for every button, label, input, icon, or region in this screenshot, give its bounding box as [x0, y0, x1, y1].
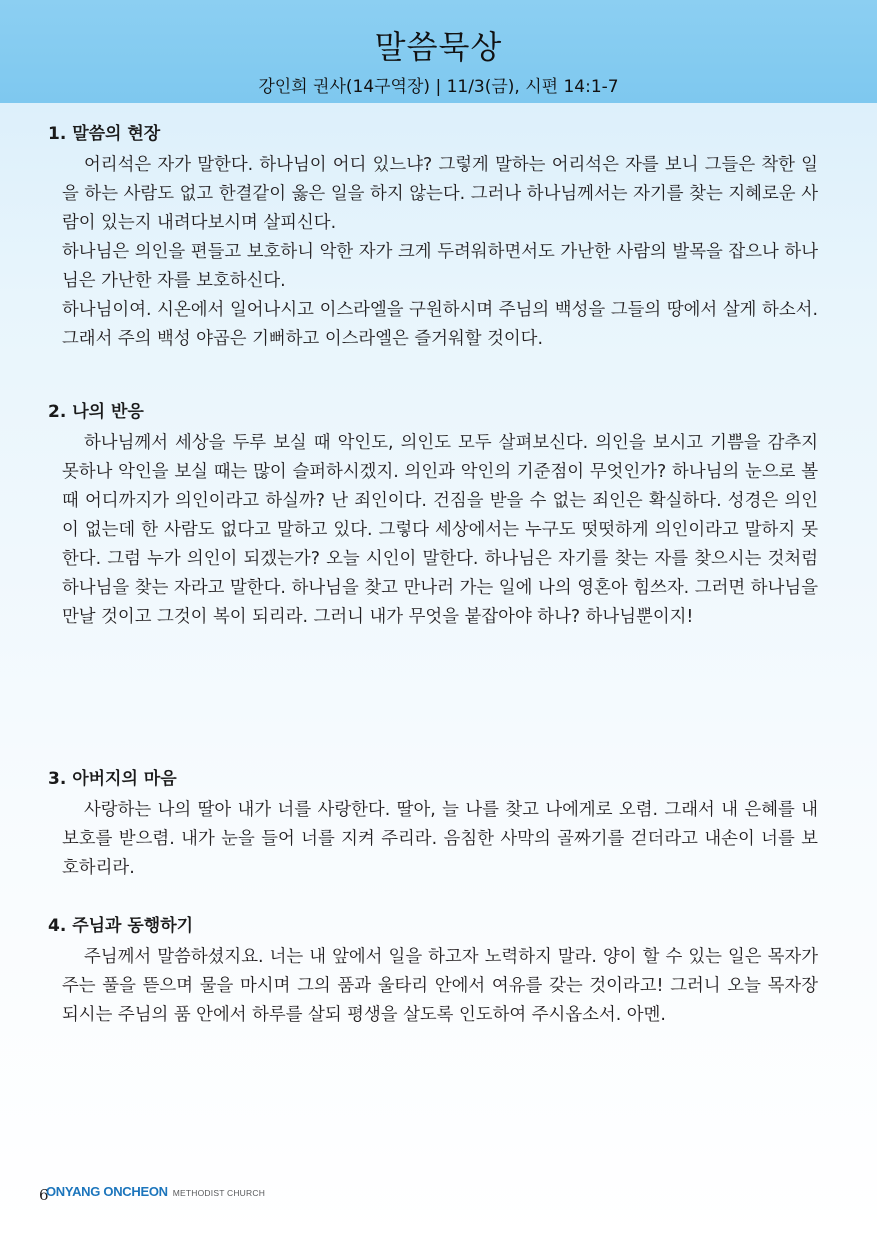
section-walking-with-lord — [48, 913, 818, 1030]
paragraph: 하나님이여. 시온에서 일어나시고 이스라엘을 구원하시며 주님의 백성을 그들의 땅에서 살게 하소서. 그래서 주의 백성 야곱은 기뻐하고 이스라엘은 즐거워할 것이다. — [62, 300, 818, 349]
section-body — [48, 151, 818, 354]
paragraph: 주님께서 말씀하셨지요. 너는 내 앞에서 일을 하고자 노력하지 말라. 양이 할 수 있는 일은 목자가 주는 풀을 뜯으며 물을 마시며 그의 품과 울타리 안에서 여유를 갖는 것이라고! 그러니 오늘 목자장 되시는 주님의 품 안에서 하루를 살되 평생을 살도록 인도하여 주시옵소서. 아멘. — [62, 947, 818, 1025]
section-heading: 1. 말씀의 현장 — [48, 124, 161, 144]
page-subtitle: 강인희 권사(14구역장) | 11/3(금), 시편 14:1-7 — [258, 77, 619, 97]
section-fathers-heart — [48, 766, 818, 883]
section-heading: 2. 나의 반응 — [48, 402, 144, 422]
paragraph: 사랑하는 나의 딸아 내가 너를 사랑한다. 딸아, 늘 나를 찾고 나에게로 오렴. 그래서 내 은혜를 내 보호를 받으렴. 내가 눈을 들어 너를 지켜 주리라. 음침한 사막의 골짜기를 걷더라고 내손이 너를 보호하리라. — [62, 800, 818, 878]
church-logo — [46, 1183, 265, 1197]
section-word-scene — [48, 121, 818, 354]
section-body — [48, 429, 818, 632]
paragraph: 하나님께서 세상을 두루 보실 때 악인도, 의인도 모두 살펴보신다. 의인을 보시고 기쁨을 감추지 못하나 악인을 보실 때는 많이 슬퍼하시겠지. 의인과 악인의 기준점이 무엇인가? 하나님의 눈으로 볼 때 어디까지가 의인이라고 하실까? 난 죄인이다. 건짐을 받을 수 없는 죄인은 확실하다. 성경은 의인이 없는데 한 사람도 없다고 말하고 있다. 그렇다 세상에서는 누구도 떳떳하게 의인이라고 말하지 못한다. 그럼 누가 의인이 되겠는가? 오늘 시인이 말한다. 하나님은 자기를 찾는 자를 찾으시는 것처럼 하나님을 찾는 자라고 말한다. 하나님을 찾고 만나러 가는 일에 나의 영혼아 힘쓰자. 그러면 하나님을 만날 것이고 그것이 복이 되리라. 그러니 내가 무엇을 붙잡아야 하나? 하나님뿐이지! — [62, 433, 819, 627]
page-title: 말씀묵상 — [374, 28, 503, 66]
section-body — [48, 796, 818, 883]
header-band — [0, 0, 877, 103]
section-my-response — [48, 399, 818, 632]
section-body — [48, 943, 818, 1030]
paragraph: 어리석은 자가 말한다. 하나님이 어디 있느냐? 그렇게 말하는 어리석은 자를 보니 그들은 착한 일을 하는 사람도 없고 한결같이 옳은 일을 하지 않는다. 그러나 하나님께서는 자기를 찾는 지혜로운 사람이 있는지 내려다보시며 살피신다. — [62, 155, 818, 233]
section-heading: 3. 아버지의 마음 — [48, 769, 177, 789]
logo-main-text: ONYANG ONCHEON — [46, 1184, 168, 1199]
page-number: 6 — [39, 1186, 49, 1204]
logo-sub-text: METHODIST CHURCH — [172, 1188, 266, 1198]
section-heading: 4. 주님과 동행하기 — [48, 916, 194, 936]
paragraph: 하나님은 의인을 편들고 보호하니 악한 자가 크게 두려워하면서도 가난한 사람의 발목을 잡으나 하나님은 가난한 자를 보호하신다. — [62, 242, 818, 291]
